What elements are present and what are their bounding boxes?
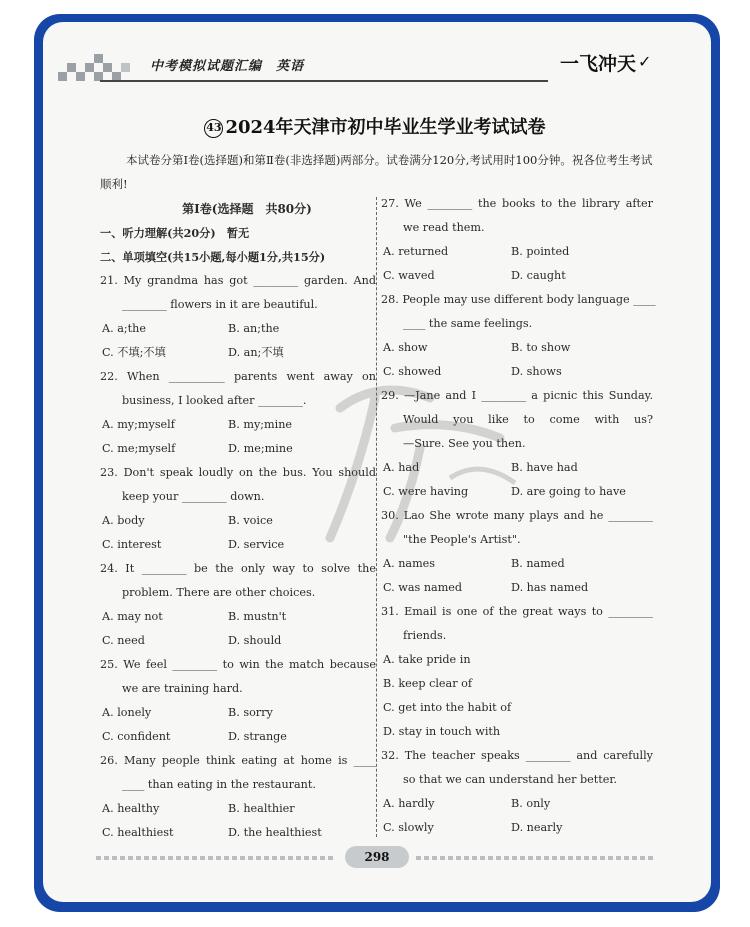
option-choice[interactable]: C. interest [102,538,162,551]
option-choice[interactable]: A. names [383,557,436,570]
question-item [100,557,376,653]
option-choice[interactable]: C. need [102,634,145,647]
question-item [381,600,653,744]
option-choice[interactable]: D. caught [511,269,566,282]
question-stem: 29. —Jane and I ________ a picnic this Sunday. [381,389,653,402]
question-stem-continued: keep your ________ down. [122,490,265,503]
option-choice[interactable]: A. healthy [102,802,160,815]
option-choice[interactable]: C. 不填;不填 [102,346,166,359]
option-row [100,317,376,341]
option-choice[interactable]: C. was named [383,581,463,594]
question-stem-continued: "the People's Artist". [403,533,521,546]
exam-number-badge: 43 [204,119,223,138]
section-single-choice: 二、单项填空(共15小题,每小题1分,共15分) [100,250,326,264]
option-choice[interactable]: B. keep clear of [383,677,472,690]
question-stem: 26. Many people think eating at home is ____ [100,754,376,767]
question-stem-continued: friends. [403,629,447,642]
exam-title-text: 2024年天津市初中毕业生学业考试试卷 [225,117,546,138]
option-choice[interactable]: B. mustn't [228,610,287,623]
option-choice[interactable]: B. voice [228,514,273,527]
option-row [100,725,376,749]
checkmark-icon: ✓ [638,52,652,71]
question-stem-continued: Would you like to come with us? [403,413,653,426]
question-stem-continued: we read them. [403,221,485,234]
option-choice[interactable]: C. slowly [383,821,434,834]
option-choice[interactable]: C. confident [102,730,171,743]
option-choice[interactable]: C. me;myself [102,442,176,455]
option-choice[interactable]: C. were having [383,485,469,498]
option-choice[interactable]: D. are going to have [511,485,626,498]
question-stem: 32. The teacher speaks ________ and carefully [381,749,653,762]
option-choice[interactable]: A. lonely [102,706,152,719]
question-stem-continued: so that we can understand her better. [403,773,618,786]
brand-logo: 一飞冲天 [560,53,637,75]
option-choice[interactable]: B. have had [511,461,578,474]
option-choice[interactable]: D. strange [228,730,287,743]
option-row [381,240,653,264]
subject-label: 英语 [276,59,305,74]
option-choice[interactable]: A. show [383,341,428,354]
option-row [100,341,376,365]
option-choice[interactable]: B. healthier [228,802,295,815]
option-choice[interactable]: C. healthiest [102,826,174,839]
option-choice[interactable]: B. an;the [228,322,280,335]
checker-pattern-icon [58,55,142,81]
option-row [100,605,376,629]
option-choice[interactable]: D. an;不填 [228,346,284,359]
option-row [381,576,653,600]
header-rule [100,80,548,82]
question-stem: 25. We feel ________ to win the match because [100,658,376,671]
page-number: 298 [345,846,409,868]
question-item [381,192,653,288]
question-stem: 27. We ________ the books to the library after [381,197,653,210]
option-row [100,821,376,845]
option-choice[interactable]: A. returned [383,245,449,258]
option-row [100,797,376,821]
book-title: 中考模拟试题汇编 [150,59,263,74]
option-choice[interactable]: D. service [228,538,285,551]
option-choice[interactable]: D. me;mine [228,442,293,455]
option-choice[interactable]: D. nearly [511,821,563,834]
option-choice[interactable]: B. named [511,557,565,570]
option-row [381,336,653,360]
option-choice[interactable]: A. take pride in [383,653,471,666]
option-row [381,264,653,288]
part-heading: 第Ⅰ卷(选择题 共80分) [182,202,312,216]
option-row [381,672,653,696]
option-row [381,816,653,840]
option-choice[interactable]: D. stay in touch with [383,725,501,738]
option-choice[interactable]: A. may not [102,610,163,623]
option-choice[interactable]: B. only [511,797,551,810]
option-choice[interactable]: A. body [102,514,145,527]
option-choice[interactable]: D. shows [511,365,562,378]
question-stem-continued: ________ flowers in it are beautiful. [122,298,318,311]
question-stem-continued: ____ the same feelings. [403,317,533,330]
option-row [381,648,653,672]
watermark-logo [300,368,540,558]
option-choice[interactable]: A. hardly [383,797,435,810]
question-stem-continued: we are training hard. [122,682,243,695]
page-title [0,113,750,139]
question-stem: 24. It ________ be the only way to solve the [100,562,376,575]
question-stem: 22. When __________ parents went away on [100,370,376,383]
question-item [381,744,653,840]
option-row [381,720,653,744]
book-header [150,55,304,74]
question-stem: 31. Email is one of the great ways to ________ [381,605,653,618]
option-choice[interactable]: B. sorry [228,706,273,719]
option-choice[interactable]: B. to show [511,341,571,354]
option-choice[interactable]: A. a;the [102,322,146,335]
option-choice[interactable]: A. had [383,461,420,474]
question-stem-continued: business, I looked after ________. [122,394,307,407]
question-stem: 28. People may use different body language ____ [381,293,656,306]
option-row [381,696,653,720]
option-row [100,701,376,725]
option-choice[interactable]: B. my;mine [228,418,293,431]
question-stem: 30. Lao She wrote many plays and he ________ [381,509,653,522]
option-choice[interactable]: C. waved [383,269,435,282]
question-item [100,749,376,845]
option-choice[interactable]: B. pointed [511,245,570,258]
option-choice[interactable]: D. should [228,634,282,647]
question-item [100,269,376,365]
question-item [100,653,376,749]
question-stem: 23. Don't speak loudly on the bus. You should [100,466,376,479]
option-choice[interactable]: A. my;myself [102,418,175,431]
exam-intro: 本试卷分第Ⅰ卷(选择题)和第Ⅱ卷(非选择题)两部分。试卷满分120分,考试用时100分钟。祝各位考生考试顺利! [100,153,653,191]
question-stem-continued: ____ than eating in the restaurant. [122,778,316,791]
option-choice[interactable]: D. has named [511,581,589,594]
option-choice[interactable]: D. the healthiest [228,826,322,839]
section-listening: 一、听力理解(共20分) 暂无 [100,226,250,240]
option-row [100,629,376,653]
option-row [381,792,653,816]
option-choice[interactable]: C. showed [383,365,442,378]
option-choice[interactable]: C. get into the habit of [383,701,512,714]
question-stem-continued: problem. There are other choices. [122,586,316,599]
question-stem: 21. My grandma has got ________ garden. And [100,274,376,287]
question-stem-continued: —Sure. See you then. [403,437,526,450]
